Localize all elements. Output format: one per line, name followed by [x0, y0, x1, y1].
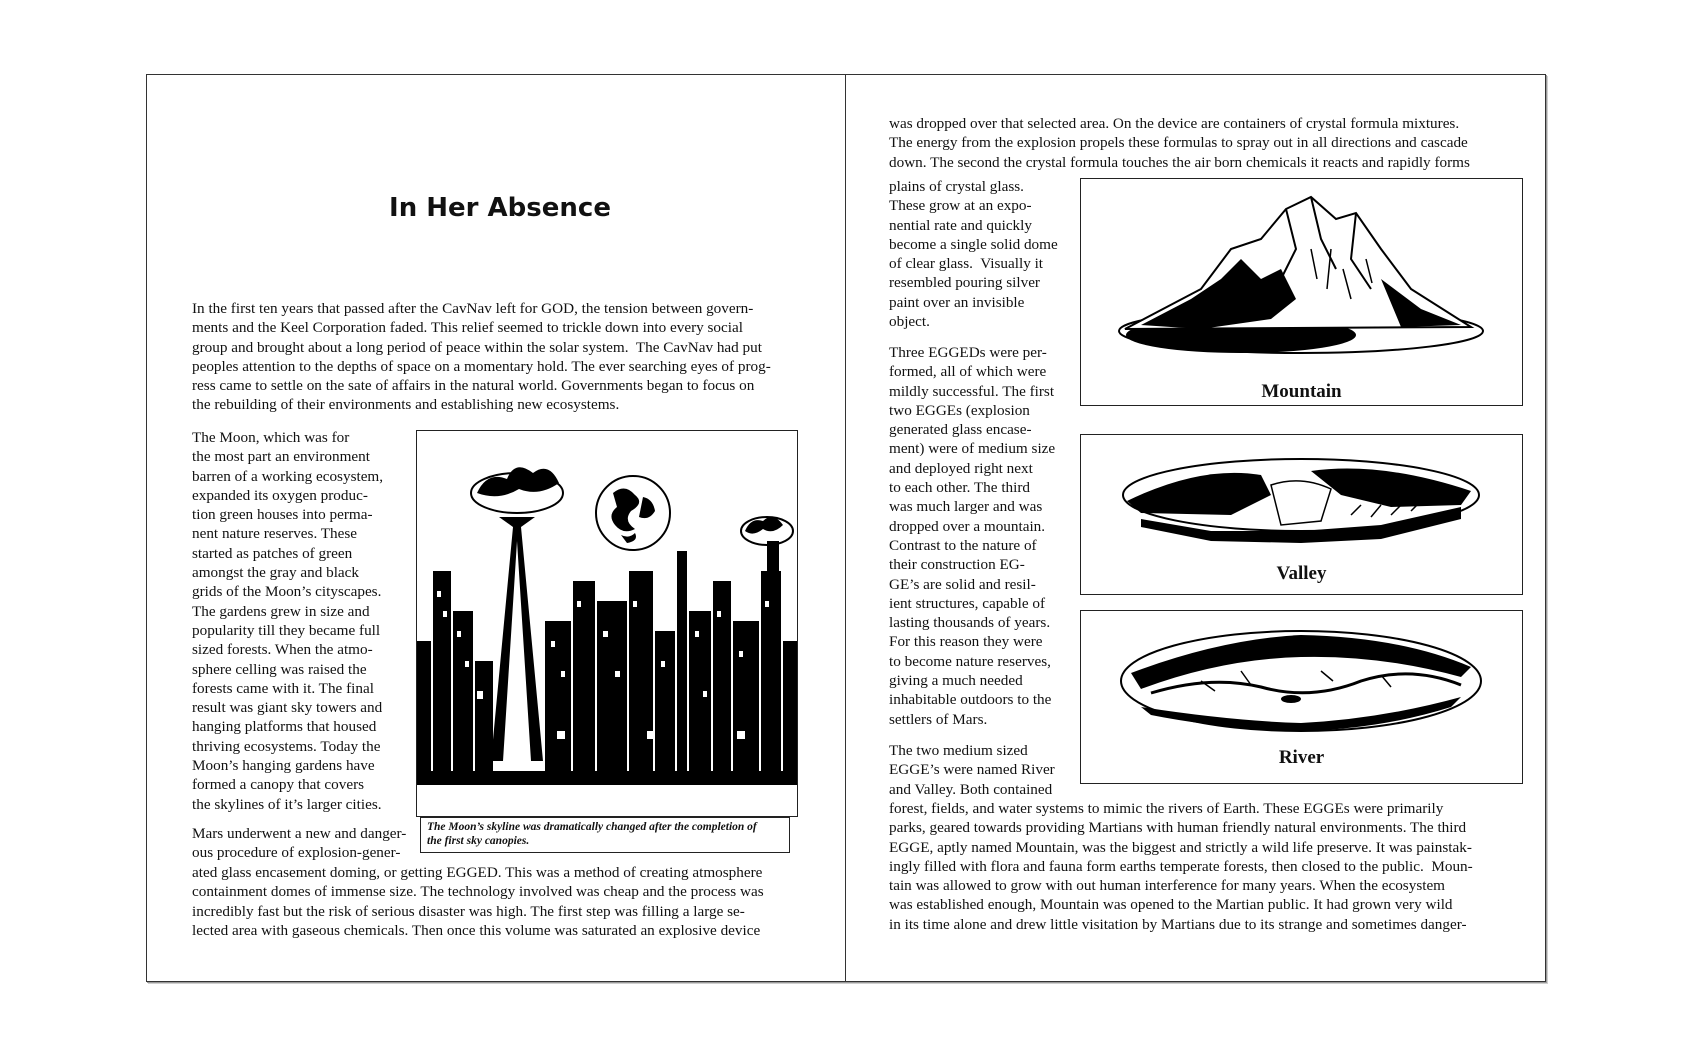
- moon-skyline-figure: [416, 430, 798, 817]
- moon-paragraph: The Moon, which was for the most part an environment barren of a working ecosystem, expanded its oxygen produc- tion green houses into perma- nent nature reserves. These started as patches of green amongst the gray and black grids of the Moon’s cityscapes. The gardens grew in size and popularity till they became full sized forests. When the atmo- sphere celling was raised the forests came with it. The final result was giant sky towers and hanging platforms that housed thriving ecosystems. Today the Moon’s hanging gardens have formed a canopy that covers the skylines of it’s larger cities.: [192, 429, 384, 813]
- river-label: River: [1278, 747, 1325, 768]
- right-column-river-valley: The two medium sized EGGE’s were named River and Valley. Both contained: [889, 742, 1055, 798]
- mars-paragraph-start: Mars underwent a new and danger- ous procedure of explosion-gener-: [192, 825, 407, 862]
- mars-paragraph: ated glass encasement doming, or getting EGGED. This was a method of creating atmosphere containment domes of immense size. The technology involved was cheap and the process was incredibly fast but the risk of serious disaster was high. The first step was filling a large se- lected area with gaseous chemicals. Then once this volume was saturated an explosive device: [192, 864, 764, 939]
- mountain-illustration: [1081, 179, 1522, 369]
- intro-paragraph: In the first ten years that passed after the CavNav left for GOD, the tension between govern- ments and the Keel Corporation faded. This relief seemed to trickle down into every social group and brought about a long period of peace within the solar system. The CavNav had put peoples attention to the depths of space on a momentary hold. The ever searching eyes of prog- ress came to settle on the sate of affairs in the natural world. Governments began to focus on the rebuilding of their environments and establishing new ecosystems.: [192, 300, 771, 414]
- river-illustration: [1081, 611, 1522, 741]
- valley-figure: [1080, 434, 1523, 595]
- figure-caption: The Moon’s skyline was dramatically changed after the completion of the first sky canopies.: [420, 817, 790, 853]
- right-bottom-paragraph: forest, fields, and water systems to mimic the rivers of Earth. These EGGEs were primarily parks, geared towards providing Martians with human friendly natural environments. The third EGGE, aptly named Mountain, was the biggest and strictly a wild life preserve. It was painstak- ingly filled with flora and fauna form earths temperate forests, then closed to the public. Moun- tain was allowed to grow with out human interference for many years. When the ecosystem was established enough, Mountain was opened to the Martian public. It had grown very wild in its time alone and drew little visitation by Martians due to its strange and sometimes danger-: [889, 800, 1473, 933]
- mountain-figure: [1080, 178, 1523, 406]
- right-column-crystal: plains of crystal glass. These grow at an expo- nential rate and quickly become a single solid dome of clear glass. Visually it resembled pouring silver paint over an invisible object.: [889, 178, 1058, 331]
- moon-skyline-illustration: [417, 431, 797, 816]
- valley-illustration: [1081, 435, 1522, 555]
- river-figure: [1080, 610, 1523, 784]
- mountain-label: Mountain: [1261, 381, 1342, 402]
- right-column-eggeds: Three EGGEDs were per- formed, all of which were mildly successful. The first two EGGEs (explosion generated glass encase- ment) were of medium size and deployed right next to each other. The third was much larger and was dropped over a mountain. Contrast to the nature of their construction EG- GE’s are solid and resil- ient structures, capable of lasting thousands of years. For this reason they were to become nature reserves, giving a much needed inhabitable outdoors to the settlers of Mars.: [889, 344, 1056, 728]
- page-title: In Her Absence: [389, 193, 611, 223]
- valley-label: Valley: [1276, 563, 1327, 584]
- right-top-paragraph: was dropped over that selected area. On the device are containers of crystal formula mixtures. The energy from the explosion propels these formulas to spray out in all directions and cascade down. The second the crystal formula touches the air born chemicals it reacts and rapidly forms: [889, 115, 1470, 171]
